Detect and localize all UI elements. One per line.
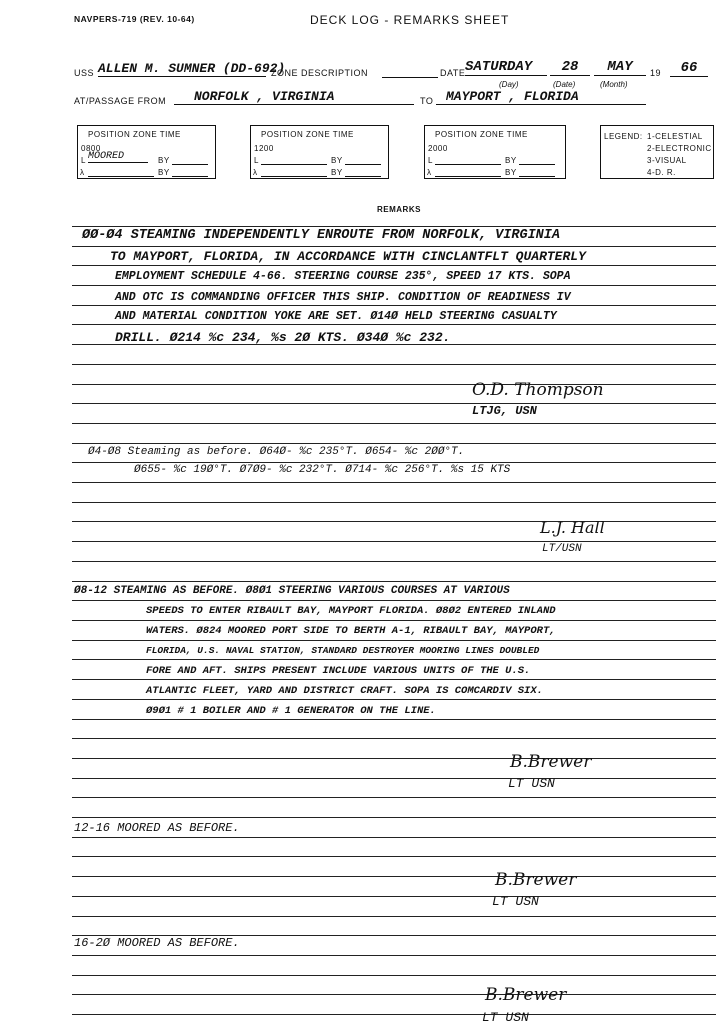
longitude-field: [88, 176, 154, 177]
signature: L.J. Hall: [540, 518, 605, 537]
position-box-header: POSITION ZONE TIME: [88, 130, 181, 139]
longitude-label: λ: [80, 168, 85, 177]
passage-from-value: NORFOLK , VIRGINIA: [174, 89, 414, 105]
longitude-field: [261, 176, 327, 177]
page-title: DECK LOG - REMARKS SHEET: [310, 13, 510, 27]
log-line: Ø9Ø1 # 1 BOILER AND # 1 GENERATOR ON THE LINE.: [146, 705, 436, 717]
legend-box: [600, 125, 714, 179]
date-caption: (Date): [553, 80, 576, 89]
ruled-line: [72, 521, 716, 522]
signature-rank: LT USN: [508, 776, 555, 791]
legend-item: 2-ELECTRONIC: [647, 144, 712, 153]
by-field: [172, 164, 208, 165]
ruled-line: [72, 758, 716, 759]
ship-name: ALLEN M. SUMNER (DD-692): [98, 61, 286, 76]
log-line: ATLANTIC FLEET, YARD AND DISTRICT CRAFT. SOPA IS COMCARDIV SIX.: [146, 685, 543, 697]
ruled-line: [72, 837, 716, 838]
ruled-line: [72, 738, 716, 739]
legend-item: 1-CELESTIAL: [647, 132, 703, 141]
ruled-line: [72, 443, 716, 444]
log-line: FLORIDA, U.S. NAVAL STATION, STANDARD DESTROYER MOORING LINES DOUBLED: [146, 645, 540, 656]
log-line: FORE AND AFT. SHIPS PRESENT INCLUDE VARIOUS UNITS OF THE U.S.: [146, 665, 531, 677]
ruled-line: [72, 462, 716, 463]
log-line: Ø4-Ø8 Steaming as before. Ø64Ø- %c 235°T. Ø654- %c 2ØØ°T.: [88, 446, 465, 458]
latitude-value: MOORED: [88, 151, 148, 163]
signature-rank: LT USN: [482, 1010, 529, 1025]
latitude-label: L: [81, 156, 86, 165]
ruled-line: [72, 364, 716, 365]
position-box-header: POSITION ZONE TIME: [435, 130, 528, 139]
by-label: BY: [505, 156, 517, 165]
latitude-field: [261, 164, 327, 165]
signature-rank: LT USN: [492, 894, 539, 909]
year-value: 66: [670, 60, 708, 77]
by-field: [519, 164, 555, 165]
log-line: AND OTC IS COMMANDING OFFICER THIS SHIP. CONDITION OF READINESS IV: [115, 291, 571, 304]
ruled-line: [72, 659, 716, 660]
log-line: 16-2Ø MOORED AS BEFORE.: [74, 936, 240, 950]
by-field: [345, 164, 381, 165]
position-time: 2000: [428, 144, 448, 153]
position-box-header: POSITION ZONE TIME: [261, 130, 354, 139]
month-caption: (Month): [600, 80, 628, 89]
latitude-label: L: [428, 156, 433, 165]
by-label: BY: [505, 168, 517, 177]
day-caption: (Day): [499, 80, 519, 89]
log-line: 12-16 MOORED AS BEFORE.: [74, 821, 240, 835]
signature: B.Brewer: [485, 985, 567, 1005]
ruled-line: [72, 955, 716, 956]
ruled-line: [72, 916, 716, 917]
log-line: Ø655- %c 19Ø°T. Ø7Ø9- %c 232°T. Ø714- %c 256°T. %s 15 KTS: [134, 464, 511, 476]
log-line: ØØ-Ø4 STEAMING INDEPENDENTLY ENROUTE FROM NORFOLK, VIRGINIA: [82, 228, 560, 243]
remarks-heading: REMARKS: [377, 205, 421, 214]
ruled-line: [72, 423, 716, 424]
ruled-line: [72, 265, 716, 266]
zone-description-field: [382, 77, 438, 78]
legend-item: 4-D. R.: [647, 168, 676, 177]
signature: B.Brewer: [510, 752, 592, 772]
zone-description-label: ZONE DESCRIPTION: [271, 68, 369, 78]
latitude-field: [435, 164, 501, 165]
ruled-line: [72, 285, 716, 286]
log-line: WATERS. Ø824 MOORED PORT SIDE TO BERTH A-1, RIBAULT BAY, MAYPORT,: [146, 625, 556, 637]
ruled-line: [72, 581, 716, 582]
ruled-line: [72, 561, 716, 562]
position-time: 0800: [81, 144, 101, 153]
ruled-line: [72, 876, 716, 877]
passage-to-value: MAYPORT , FLORIDA: [436, 89, 646, 105]
ruled-line: [72, 246, 716, 247]
year-prefix: 19: [650, 68, 662, 78]
ruled-line: [72, 482, 716, 483]
ruled-line: [72, 502, 716, 503]
ruled-line: [72, 541, 716, 542]
ruled-line: [72, 856, 716, 857]
ruled-line: [72, 896, 716, 897]
passage-to-label: TO: [420, 96, 434, 106]
ruled-line: [72, 994, 716, 995]
longitude-field: [435, 176, 501, 177]
signature: B.Brewer: [495, 870, 577, 890]
latitude-label: L: [254, 156, 259, 165]
position-box-1200: [250, 125, 389, 179]
by-field: [172, 176, 208, 177]
ruled-line: [72, 817, 716, 818]
ruled-line: [72, 226, 716, 227]
ruled-line: [72, 1014, 716, 1015]
signature-rank: LTJG, USN: [472, 404, 537, 418]
signature-rank: LT/USN: [542, 543, 582, 555]
by-label: BY: [331, 168, 343, 177]
day-value: SATURDAY: [465, 59, 547, 76]
ruled-line: [72, 384, 716, 385]
by-label: BY: [158, 156, 170, 165]
longitude-label: λ: [253, 168, 258, 177]
date-label: DATE: [440, 68, 466, 78]
ruled-line: [72, 679, 716, 680]
ruled-line: [72, 640, 716, 641]
ruled-line: [72, 975, 716, 976]
ruled-line: [72, 699, 716, 700]
passage-from-label: AT/PASSAGE FROM: [74, 96, 167, 106]
ruled-line: [72, 305, 716, 306]
position-time: 1200: [254, 144, 274, 153]
month-value: MAY: [594, 59, 646, 76]
by-field: [519, 176, 555, 177]
log-line: SPEEDS TO ENTER RIBAULT BAY, MAYPORT FLORIDA. Ø8Ø2 ENTERED INLAND: [146, 605, 556, 617]
by-field: [345, 176, 381, 177]
log-line: EMPLOYMENT SCHEDULE 4-66. STEERING COURSE 235°, SPEED 17 KTS. SOPA: [115, 270, 571, 283]
log-line: TO MAYPORT, FLORIDA, IN ACCORDANCE WITH CINCLANTFLT QUARTERLY: [110, 249, 586, 264]
log-line: DRILL. Ø214 %c 234, %s 2Ø KTS. Ø34Ø %c 232.: [115, 330, 451, 345]
position-box-0800: [77, 125, 216, 179]
ruled-line: [72, 403, 716, 404]
position-box-2000: [424, 125, 566, 179]
form-number: NAVPERS-719 (REV. 10-64): [74, 14, 195, 24]
uss-label: USS: [74, 68, 95, 78]
signature: O.D. Thompson: [472, 380, 604, 400]
longitude-label: λ: [427, 168, 432, 177]
ruled-line: [72, 324, 716, 325]
legend-item: 3-VISUAL: [647, 156, 687, 165]
log-line: Ø8-12 STEAMING AS BEFORE. Ø8Ø1 STEERING VARIOUS COURSES AT VARIOUS: [74, 585, 510, 597]
ruled-line: [72, 778, 716, 779]
ruled-line: [72, 797, 716, 798]
log-line: AND MATERIAL CONDITION YOKE ARE SET. Ø14Ø HELD STEERING CASUALTY: [115, 310, 557, 323]
legend-title: LEGEND:: [604, 132, 643, 141]
ruled-line: [72, 620, 716, 621]
date-value: 28: [550, 59, 590, 76]
by-label: BY: [158, 168, 170, 177]
ruled-line: [72, 719, 716, 720]
ruled-line: [72, 600, 716, 601]
by-label: BY: [331, 156, 343, 165]
